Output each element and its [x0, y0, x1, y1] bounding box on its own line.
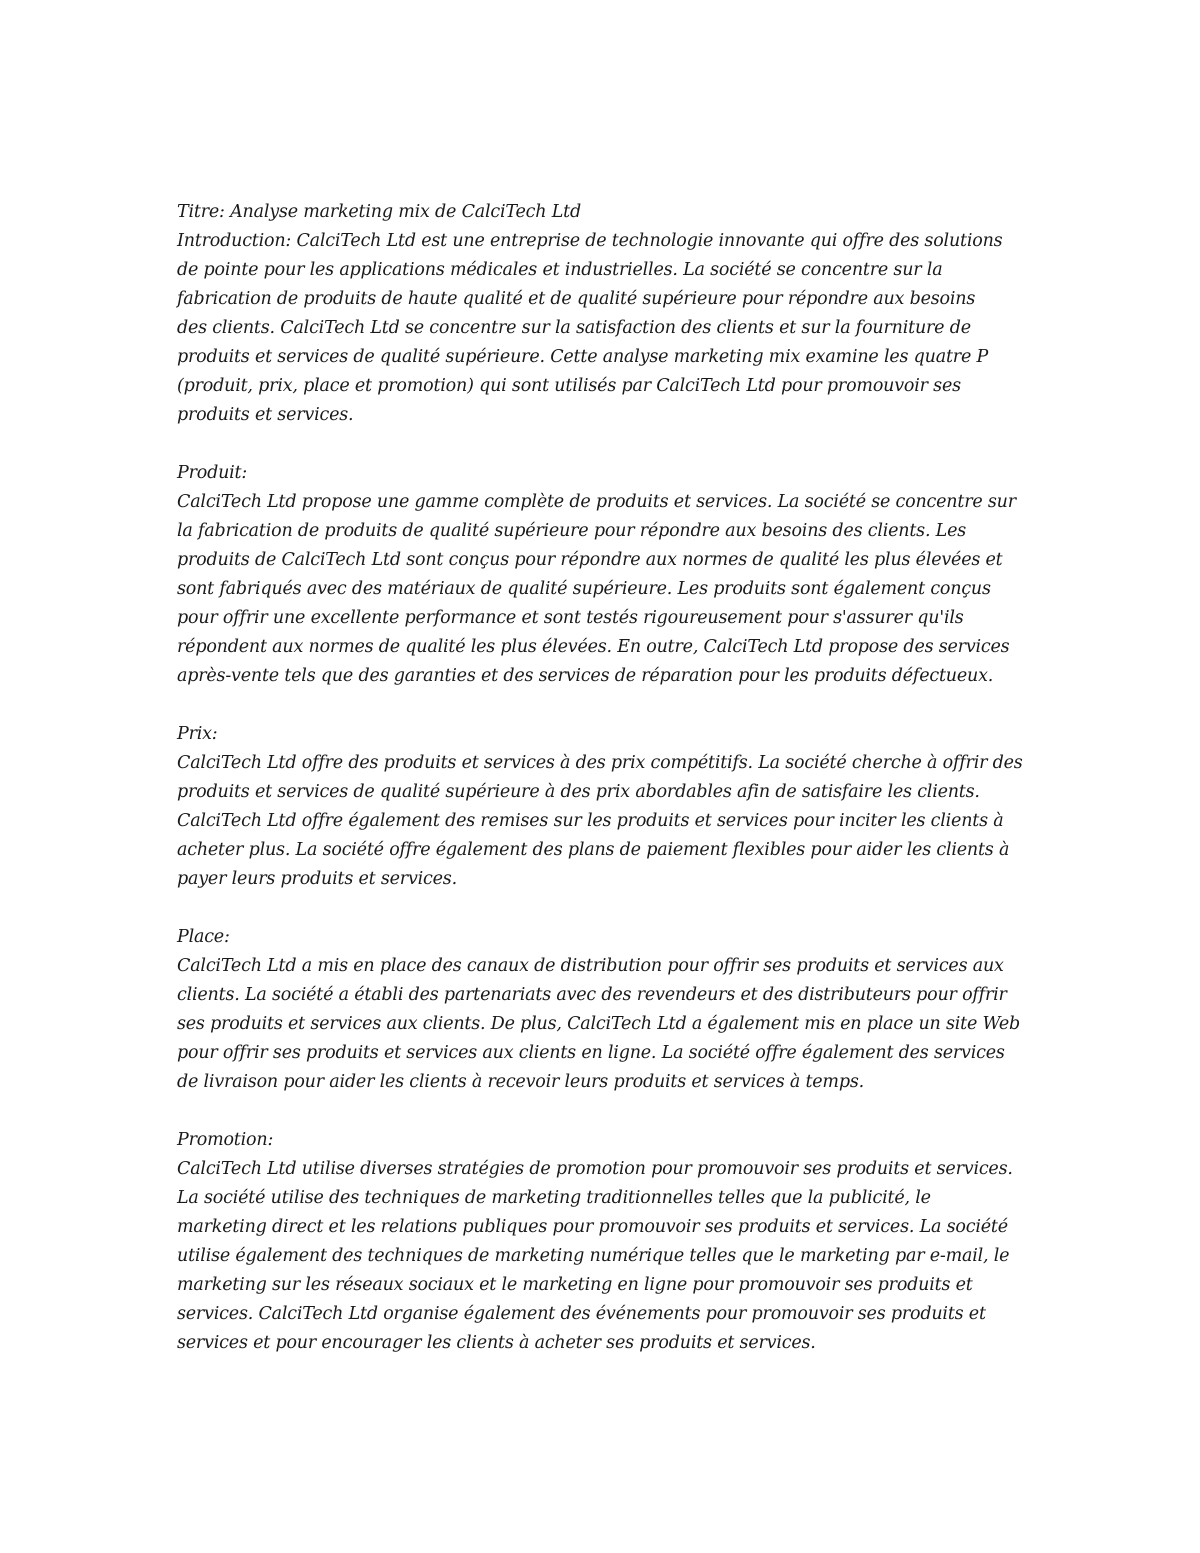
intro-line: des clients. CalciTech Ltd se concentre sur la satisfaction des clients et sur la fourniture de — [177, 318, 971, 338]
section-line: pour offrir ses produits et services aux clients en ligne. La société offre également des services — [177, 1043, 1005, 1063]
paragraph-gap — [177, 691, 1037, 720]
section-line: acheter plus. La société offre également des plans de paiement flexibles pour aider les clients à — [177, 840, 1010, 860]
section-line: produits de CalciTech Ltd sont conçus pour répondre aux normes de qualité les plus élevées et — [177, 550, 1003, 570]
section-line: ses produits et services aux clients. De plus, CalciTech Ltd a également mis en place un site Web — [177, 1014, 1021, 1034]
intro-line: (produit, prix, place et promotion) qui sont utilisés par CalciTech Ltd pour promouvoir ses — [177, 376, 961, 396]
intro-paragraph — [177, 227, 1037, 430]
section-line: services. CalciTech Ltd organise également des événements pour promouvoir ses produits et — [177, 1304, 986, 1324]
section-line: utilise également des techniques de marketing numérique telles que le marketing par e-mail, le — [177, 1246, 1010, 1266]
paragraph-gap — [177, 430, 1037, 459]
section-heading: Promotion: — [177, 1130, 274, 1150]
document-body — [177, 198, 1037, 1358]
section-place — [177, 923, 1037, 1097]
section-line: la fabrication de produits de qualité supérieure pour répondre aux besoins des clients. Les — [177, 521, 967, 541]
section-heading: Produit: — [177, 463, 248, 483]
section-line: CalciTech Ltd offre des produits et services à des prix compétitifs. La société cherche à offrir des — [177, 753, 1023, 773]
intro-line: produits et services. — [177, 405, 354, 425]
section-line: CalciTech Ltd a mis en place des canaux de distribution pour offrir ses produits et services aux — [177, 956, 1004, 976]
section-line: sont fabriqués avec des matériaux de qualité supérieure. Les produits sont également conçus — [177, 579, 991, 599]
section-heading: Place: — [177, 927, 230, 947]
section-line: La société utilise des techniques de marketing traditionnelles telles que la publicité, le — [177, 1188, 931, 1208]
section-heading: Prix: — [177, 724, 218, 744]
section-line: CalciTech Ltd utilise diverses stratégies de promotion pour promouvoir ses produits et services. — [177, 1159, 1013, 1179]
section-line: marketing direct et les relations publiques pour promouvoir ses produits et services. La société — [177, 1217, 1008, 1237]
intro-line: de pointe pour les applications médicales et industrielles. La société se concentre sur la — [177, 260, 943, 280]
section-line: marketing sur les réseaux sociaux et le marketing en ligne pour promouvoir ses produits et — [177, 1275, 973, 1295]
intro-line: produits et services de qualité supérieure. Cette analyse marketing mix examine les quatre P — [177, 347, 989, 367]
paragraph-gap — [177, 894, 1037, 923]
section-line: pour offrir une excellente performance et sont testés rigoureusement pour s'assurer qu'ils — [177, 608, 964, 628]
section-line: CalciTech Ltd offre également des remises sur les produits et services pour inciter les clients à — [177, 811, 1004, 831]
intro-line: fabrication de produits de haute qualité et de qualité supérieure pour répondre aux besoins — [177, 289, 976, 309]
section-line: clients. La société a établi des partenariats avec des revendeurs et des distributeurs pour offrir — [177, 985, 1007, 1005]
section-line: de livraison pour aider les clients à recevoir leurs produits et services à temps. — [177, 1072, 864, 1092]
section-promotion — [177, 1126, 1037, 1358]
section-line: CalciTech Ltd propose une gamme complète de produits et services. La société se concentre sur — [177, 492, 1016, 512]
section-line: payer leurs produits et services. — [177, 869, 457, 889]
section-line: après-vente tels que des garanties et des services de réparation pour les produits défectueux. — [177, 666, 994, 686]
section-line: produits et services de qualité supérieure à des prix abordables afin de satisfaire les clients. — [177, 782, 980, 802]
intro-line: Introduction: CalciTech Ltd est une entreprise de technologie innovante qui offre des solutions — [177, 231, 1003, 251]
paragraph-gap — [177, 1097, 1037, 1126]
document-title: Titre: Analyse marketing mix de CalciTech Ltd — [177, 202, 581, 222]
section-line: services et pour encourager les clients à acheter ses produits et services. — [177, 1333, 816, 1353]
section-prix — [177, 720, 1037, 894]
section-line: répondent aux normes de qualité les plus élevées. En outre, CalciTech Ltd propose des services — [177, 637, 1010, 657]
section-produit — [177, 459, 1037, 691]
